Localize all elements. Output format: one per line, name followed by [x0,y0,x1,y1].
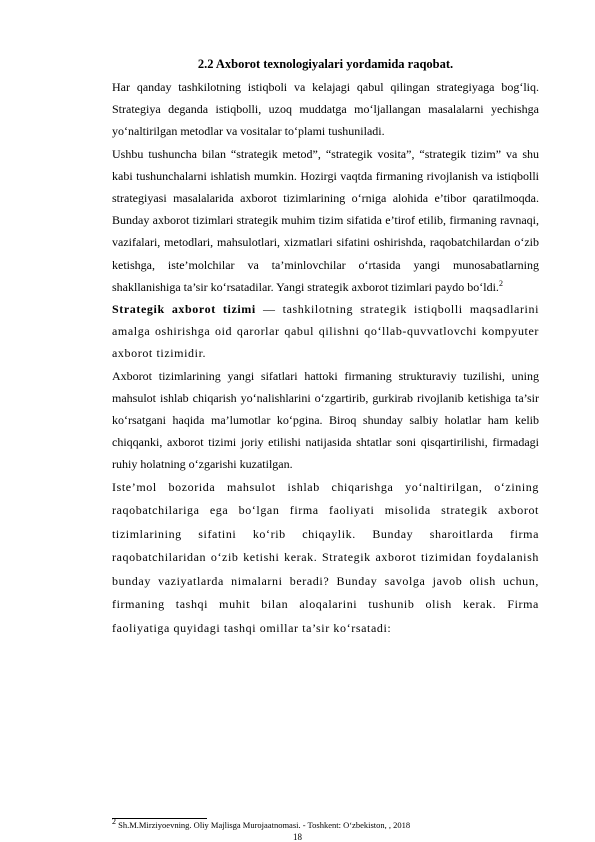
footnote-text: Sh.M.Mirziyoevning. Oliy Majlisga Murojaatnomasi. - Toshkent: O‘zbekiston, , 2018 [116,820,411,830]
paragraph-4-text: Axborot tizimlarining yangi sifatlari hattoki firmaning strukturaviy tuzilishi, uning mahsulot ishlab chiqarish yo‘nalishlarini o‘zgartirib, gurkirab rivojlanib ketishiga ta’sir ko‘rsatgani haqida ma’lumotlar ko‘pgina. Biroq shunday salbiy holatlar ham kelib chiqqanki, axborot tizimi joriy etilishi natijasida shtatlar soni qisqartirilishi, firmadagi ruhiy holatning o‘zgarishi kuzatilgan. [112,368,539,472]
footnote-divider [112,818,207,819]
paragraph-1 [112,76,539,143]
paragraph-1-text: Har qanday tashkilotning istiqboli va kelajagi qabul qilingan strategiyaga bog‘liq. Strategiya deganda istiqbolli, uzoq muddatga mo‘ljallangan masalalarni yechishga yo‘naltirilgan metodlar va vositalar to‘plami tushuniladi. [112,80,539,139]
paragraph-2-text: Ushbu tushuncha bilan “strategik metod”, “strategik vosita”, “strategik tizim” va shu kabi tushunchalarni ishlatish mumkin. Hozirgi vaqtda firmaning rivojlanish va istiqbolli strategiyasi masalalarida axborot tizimlarining o‘rniga alohida e’tibor qaratilmoqda. Bunday axborot tizimlari strategik muhim tizim sifatida e’tirof etilib, firmaning ravnaqi, vazifalari, metodlari, mahsulotlari, xizmatlari sifatini oshirishda, raqobatchilardan o‘zib ketishga, iste’molchilar va ta’minlovchilar o‘rtasida yangi munosabatlarning shakllanishiga ta’sir ko‘rsatadilar. Yangi strategik axborot tizimlari paydo bo‘ldi. [112,146,539,294]
page-body [112,56,539,640]
footnote [112,817,411,831]
footnote-reference: 2 [498,278,503,288]
paragraph-2 [112,143,539,298]
paragraph-5-text: Iste’mol bozorida mahsulot ishlab chiqarishga yo‘naltirilgan, o‘zining raqobatchilariga ega bo‘lgan firma faoliyati misolida strategik axborot tizimlarining sifatini ko‘rib chiqaylik. Bunday sharoitlarda firma raqobatchilaridan o‘zib ketishi kerak. Strategik axborot tizimidan foydalanish bunday vaziyatlarda nimalarni beradi? Bunday savolga javob olish uchun, firmaning tashqi muhit bilan aloqalarini tushunib olish kerak. Firma faoliyatiga quyidagi tashqi omillar ta’sir ko‘rsatadi: [112,479,539,635]
paragraph-5 [112,476,539,641]
paragraph-3 [112,298,539,365]
section-heading: 2.2 Axborot texnologiyalari yordamida raqobat. [197,57,454,71]
footnote-marker: 2 [112,817,116,827]
page-number: 18 [293,832,302,842]
paragraph-4 [112,365,539,476]
definition-term: Strategik axborot tizimi [112,302,256,317]
definition-text: — tashkilotning strategik istiqbolli maqsadlarini amalga oshirishga oid qarorlar qabul qilishni qo‘llab-quvvatlovchi kompyuter axborot tizimidir. [112,302,540,361]
